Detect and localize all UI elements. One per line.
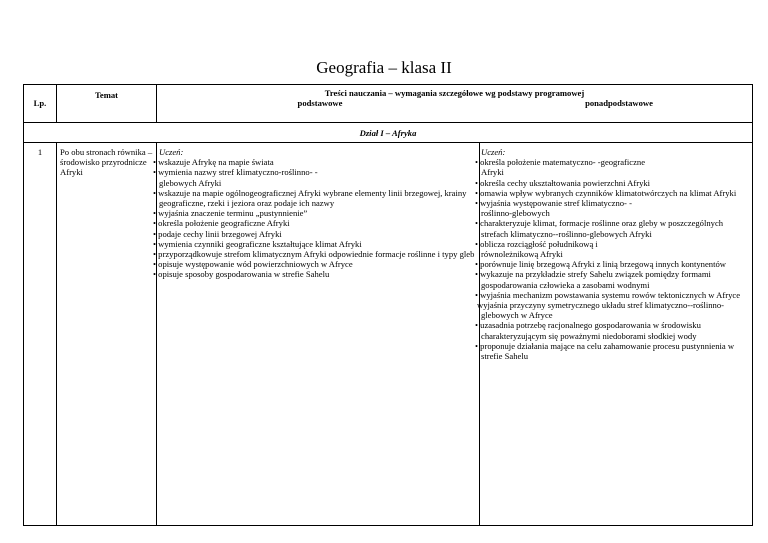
list-item: • określa położenie geograficzne Afryki	[153, 218, 290, 229]
page-title: Geografia – klasa II	[316, 58, 452, 77]
list-item: • opisuje występowanie wód powierzchniowych w Afryce	[153, 259, 353, 270]
section-title: Dział I – Afryka	[359, 128, 417, 138]
basic-list	[153, 157, 475, 280]
list-item: • wskazuje Afrykę na mapie świata	[153, 157, 274, 168]
row-lp: 1	[37, 147, 43, 157]
header-topic: Temat	[94, 90, 119, 100]
header-content: Treści nauczania – wymagania szczegółowe wg podstawy programowej	[324, 88, 585, 98]
list-item: • wskazuje na mapie ogólnogeograficznej Afryki wybrane elementy linii brzegowej, krainy geograficzne, rzeki i jeziora oraz podaje ich nazwy	[153, 187, 467, 209]
advanced-intro: Uczeń:	[481, 147, 506, 157]
header-advanced: ponadpodstawowe	[585, 98, 653, 108]
list-item: • wyjaśnia występowanie stref klimatyczno- -roślinno-glebowych	[475, 198, 632, 219]
row-topic: Po obu stronach równika – środowisko przyrodnicze Afryki	[60, 147, 153, 178]
requirements-table	[23, 84, 753, 526]
basic-requirements	[153, 147, 475, 280]
list-item: • uzasadnia potrzebę racjonalnego gospodarowania w środowisku charakteryzującym się poważnymi niedoborami słodkiej wody	[475, 320, 701, 341]
list-item: • określa cechy ukształtowania powierzchni Afryki	[475, 177, 651, 188]
advanced-list	[475, 157, 749, 362]
list-item: • wykazuje na przykładzie strefy Sahelu związek pomiędzy formami gospodarowania człowieka a zasobami wodnymi	[475, 269, 711, 290]
advanced-requirements	[475, 147, 749, 362]
row-divider-header	[24, 122, 752, 123]
col-divider-topic-body	[156, 142, 157, 526]
list-item: • porównuje linię brzegową Afryki z linią brzegową innych kontynentów	[475, 259, 726, 270]
header-lp: Lp.	[33, 98, 47, 108]
list-item: • przyporządkowuje strefom klimatycznym Afryki odpowiednie formacje roślinne i typy gleb	[153, 249, 475, 260]
list-item: • podaje cechy linii brzegowej Afryki	[153, 228, 282, 239]
list-item: • proponuje działania mające na celu zahamowanie procesu pustynnienia w strefie Sahelu	[475, 340, 735, 362]
col-divider-lp-body	[56, 142, 57, 526]
header-basic: podstawowe	[297, 98, 343, 108]
list-item: • oblicza rozciągłość południkową i równoleżnikową Afryki	[475, 238, 598, 260]
list-item: • charakteryzuje klimat, formacje roślinne oraz gleby w poszczególnych strefach klimatyczno--roślinno-glebowych Afryki	[475, 218, 724, 239]
list-item: • wyjaśnia mechanizm powstawania systemu rowów tektonicznych w Afryce	[475, 289, 741, 300]
basic-intro: Uczeń:	[159, 147, 184, 157]
list-item: • wymienia nazwy stref klimatyczno-roślinno- -glebowych Afryki	[153, 167, 318, 188]
list-item: • wymienia czynniki geograficzne kształtujące klimat Afryki	[153, 238, 362, 249]
row-divider-section	[24, 142, 752, 143]
list-item: • opisuje sposoby gospodarowania w strefie Sahelu	[153, 269, 330, 280]
list-item: • wyjaśnia znaczenie terminu „pustynnienie”	[153, 208, 308, 219]
list-item: • określa położenie matematyczno- -geograficzne Afryki	[475, 157, 646, 178]
list-item: wyjaśnia przyczyny symetrycznego układu stref klimatyczno--roślinno- glebowych w Afryce	[477, 300, 724, 321]
list-item: • omawia wpływ wybranych czynników klimatotwórczych na klimat Afryki	[475, 187, 737, 198]
